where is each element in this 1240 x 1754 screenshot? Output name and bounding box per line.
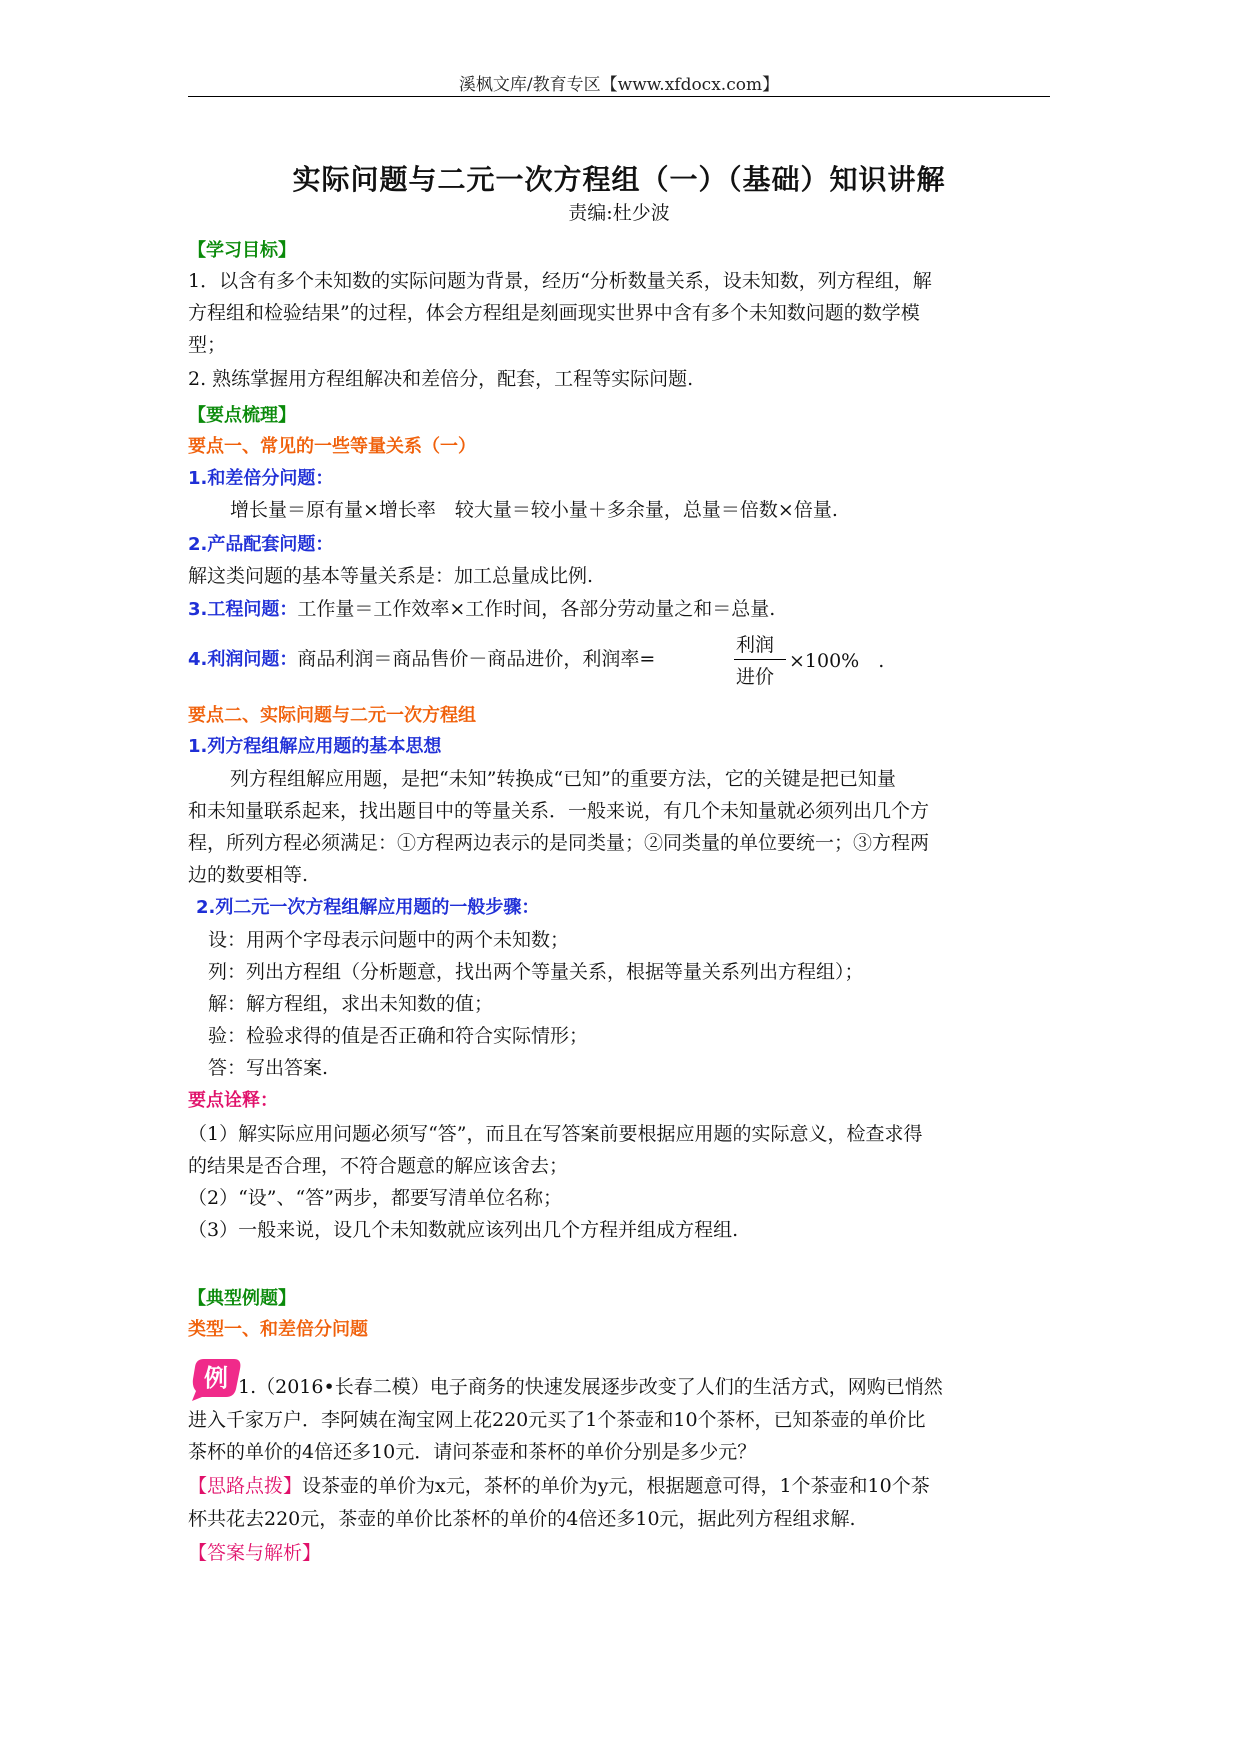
keypoints-heading: 【要点梳理】 (188, 405, 296, 426)
point1-sub1-title: 1.和差倍分问题： (188, 468, 334, 489)
goals-line: 方程组和检验结果”的过程，体会方程组是刻画现实世界中含有多个未知数问题的数学模 (188, 302, 920, 324)
hint-line: 杯共花去220元，茶壶的单价比茶杯的单价的4倍还多10元，据此列方程组求解. (188, 1508, 856, 1530)
hint-label: 【思路点拨】 (188, 1475, 303, 1497)
answer-label: 【答案与解析】 (188, 1542, 322, 1564)
point1-sub2-text: 解这类问题的基本等量关系是：加工总量成比例. (188, 565, 594, 587)
fraction-denominator: 进价 (736, 666, 775, 688)
point1-sub3-title: 3.工程问题： (188, 599, 298, 620)
fraction-bar (734, 659, 786, 660)
point1-sub2-title: 2.产品配套问题： (188, 534, 334, 555)
example-badge-icon (190, 1355, 244, 1401)
point1-sub4-text: 商品利润＝商品售价－商品进价，利润率= (297, 648, 656, 670)
notes-heading: 要点诠释： (188, 1090, 278, 1111)
goals-line: 型； (188, 334, 227, 356)
point1-sub3 (188, 596, 775, 623)
point2-sub1-line: 程，所列方程必须满足：①方程两边表示的是同类量；②同类量的单位要统一；③方程两 (188, 832, 930, 854)
point2-sub1-line: 边的数要相等. (188, 864, 309, 886)
point2-sub1-title: 1.列方程组解应用题的基本思想 (188, 736, 442, 757)
step-item: 解：解方程组，求出未知数的值； (208, 993, 494, 1015)
step-item: 列：列出方程组（分析题意，找出两个等量关系，根据等量关系列出方程组）； (208, 961, 864, 983)
notes-line: （2）“设”、“答”两步，都要写清单位名称； (188, 1187, 562, 1209)
point2-sub1-line: 列方程组解应用题，是把“未知”转换成“已知”的重要方法，它的关键是把已知量 (230, 768, 896, 790)
point2-sub2-title: 2.列二元一次方程组解应用题的一般步骤： (196, 897, 540, 918)
goals-heading: 【学习目标】 (188, 240, 296, 261)
point1-sub4-title: 4.利润问题： (188, 649, 298, 670)
goals-line: 2. 熟练掌握用方程组解决和差倍分，配套，工程等实际问题. (188, 368, 694, 390)
step-item: 设：用两个字母表示问题中的两个未知数； (208, 929, 570, 951)
point1-sub1-text: 增长量＝原有量×增长率 较大量＝较小量＋多余量，总量＝倍数×倍量. (230, 499, 838, 521)
notes-line: （1）解实际应用问题必须写“答”，而且在写答案前要根据应用题的实际意义，检查求得 (188, 1123, 923, 1145)
step-item: 验：检验求得的值是否正确和符合实际情形； (208, 1025, 589, 1047)
document-title: 实际问题与二元一次方程组（一）（基础）知识讲解 (292, 163, 946, 196)
page-header: 溪枫文库/教育专区【www.xfdocx.com】 (458, 75, 780, 95)
notes-line: 的结果是否合理，不符合题意的解应该舍去； (188, 1155, 569, 1177)
point2-sub1-line: 和未知量联系起来，找出题目中的等量关系．一般来说，有几个未知量就必须列出几个方 (188, 800, 930, 822)
point1-heading: 要点一、常见的一些等量关系（一） (188, 436, 476, 457)
point2-heading: 要点二、实际问题与二元一次方程组 (188, 705, 476, 726)
question-line: 茶杯的单价的4倍还多10元．请问茶壶和茶杯的单价分别是多少元？ (188, 1441, 757, 1463)
badge-label: 例 (204, 1364, 228, 1392)
goals-line: 1．以含有多个未知数的实际问题为背景，经历“分析数量关系，设未知数，列方程组，解 (188, 270, 932, 292)
example-type1-heading: 类型一、和差倍分问题 (188, 1319, 368, 1340)
hint-text: 设茶壶的单价为x元，茶杯的单价为y元，根据题意可得，1个茶壶和10个茶 (302, 1475, 930, 1497)
point1-sub3-text: 工作量＝工作效率×工作时间，各部分劳动量之和＝总量. (297, 598, 776, 620)
examples-heading: 【典型例题】 (188, 1288, 296, 1309)
point1-sub4 (188, 646, 655, 673)
fraction-numerator: 利润 (736, 634, 775, 656)
question-line: 进入千家万户．李阿姨在淘宝网上花220元买了1个茶壶和10个茶杯，已知茶壶的单价比 (188, 1409, 926, 1431)
step-item: 答：写出答案. (208, 1057, 329, 1079)
fraction-tail: ×100% . (789, 650, 885, 672)
question-line: 1.（2016•长春二模）电子商务的快速发展逐步改变了人们的生活方式，网购已悄然 (238, 1376, 943, 1398)
header-rule (188, 96, 1050, 97)
hint-line (188, 1473, 930, 1499)
author-line: 责编:杜少波 (568, 202, 670, 224)
notes-line: （3）一般来说，设几个未知数就应该列出几个方程并组成方程组. (188, 1219, 739, 1241)
